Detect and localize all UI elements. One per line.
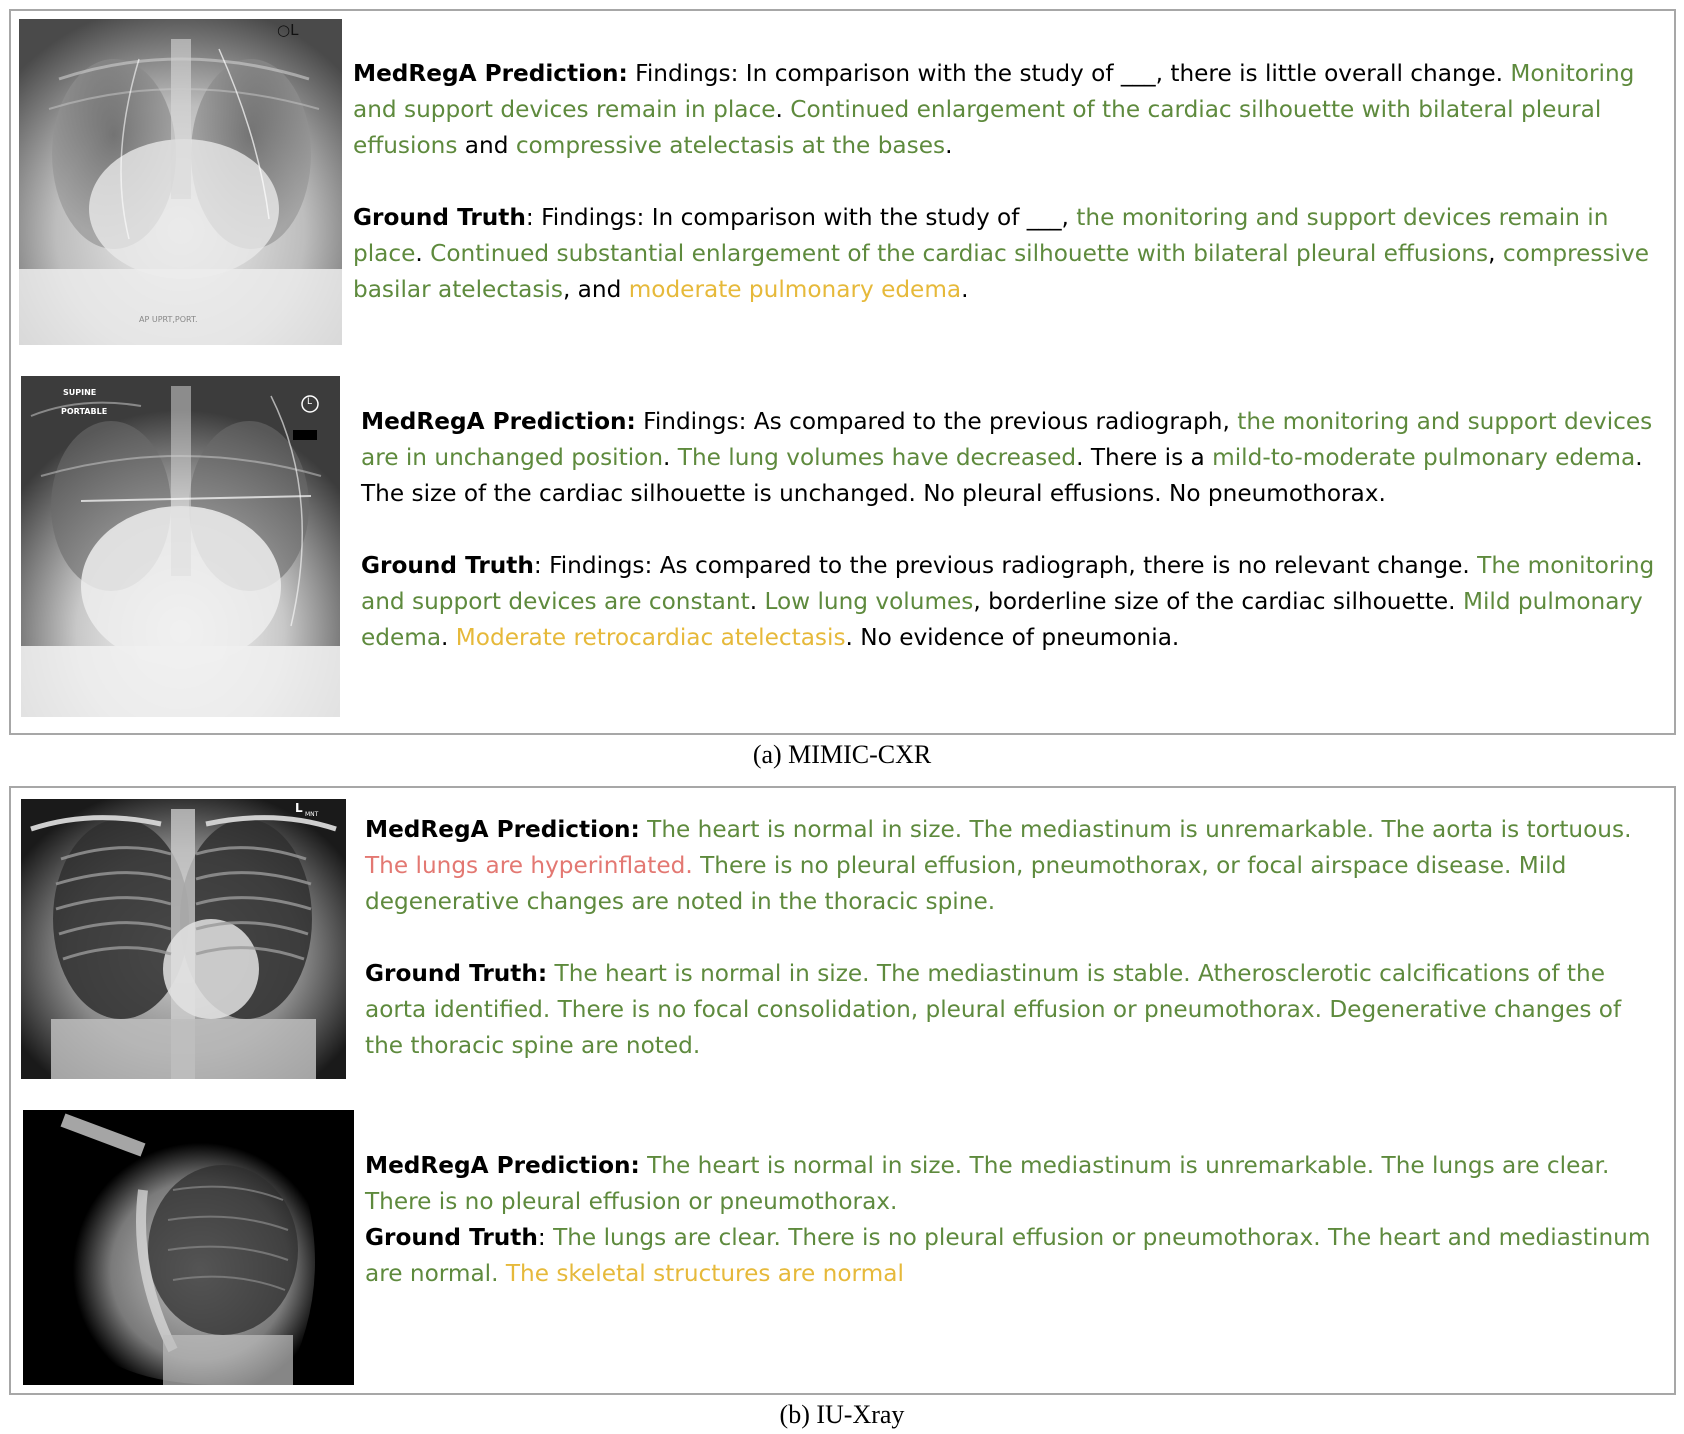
- text-span: .: [749, 588, 765, 615]
- iu-example-1-text: [365, 812, 1665, 1064]
- text-span: , and: [562, 276, 629, 303]
- matched-finding: Continued enlargement of the cardiac silhouette with bilateral pleural effusions: [353, 96, 1602, 159]
- side-marker-sub: MNT: [305, 811, 319, 818]
- matched-finding: compressive basilar atelectasis: [353, 240, 1649, 303]
- matched-finding: The lung volumes have decreased: [677, 444, 1077, 471]
- matched-finding: There is no pleural effusion, pneumothorax, or focal airspace disease. Mild degenerative changes are noted in the thoracic spine.: [365, 852, 1567, 915]
- mimic-example-1-text: [353, 56, 1665, 308]
- prediction-label: MedRegA Prediction:: [361, 408, 636, 435]
- ground-truth-label: Ground Truth: [361, 552, 534, 579]
- text-span: .: [415, 240, 431, 267]
- matched-finding: compressive atelectasis at the bases: [515, 132, 946, 159]
- matched-finding: Continued substantial enlargement of the cardiac silhouette with bilateral pleural effusions: [430, 240, 1489, 267]
- ground-truth-label: Ground Truth: [353, 204, 526, 231]
- text-span: .: [945, 132, 953, 159]
- prediction-label: MedRegA Prediction:: [365, 816, 640, 843]
- matched-finding: The lungs are clear. There is no pleural effusion or pneumothorax. The heart and mediastinum are normal.: [365, 1224, 1651, 1287]
- caption-iu-xray: (b) IU-Xray: [779, 1400, 905, 1429]
- xray-view-text: AP UPRT,PORT.: [139, 315, 198, 324]
- prediction-label: MedRegA Prediction:: [365, 1152, 640, 1179]
- matched-finding: The monitoring and support devices are constant: [361, 552, 1655, 615]
- text-span: , borderline size of the cardiac silhouette.: [973, 588, 1463, 615]
- text-span: and: [457, 132, 516, 159]
- text-span: . There is a: [1076, 444, 1213, 471]
- ground-truth-label: Ground Truth: [365, 1224, 538, 1251]
- text-span: Findings: As compared to the previous radiograph,: [635, 408, 1238, 435]
- text-span: . No evidence of pneumonia.: [845, 624, 1180, 651]
- matched-finding: Monitoring and support devices remain in place: [353, 60, 1635, 123]
- prediction-paragraph: [365, 1148, 1665, 1220]
- mimic-xray-image-1: [19, 19, 342, 345]
- text-span: ,: [1488, 240, 1503, 267]
- text-span: .: [663, 444, 678, 471]
- missed-finding: The skeletal structures are normal: [505, 1260, 904, 1287]
- matched-finding: the monitoring and support devices remain in place: [353, 204, 1609, 267]
- matched-finding: The heart is normal in size. The mediastinum is stable. Atherosclerotic calcifications of the aorta identified. There is no focal consolidation, pleural effusion or pneumothorax. Degenerative changes of the thoracic spine are noted.: [365, 960, 1622, 1059]
- ground-truth-paragraph: [353, 200, 1665, 308]
- text-span: .: [961, 276, 969, 303]
- ground-truth-label: Ground Truth:: [365, 960, 548, 987]
- matched-finding: The heart is normal in size. The mediastinum is unremarkable. The aorta is tortuous.: [639, 816, 1632, 843]
- portable-label: PORTABLE: [61, 407, 108, 416]
- text-span: : Findings: As compared to the previous radiograph, there is no relevant change.: [533, 552, 1478, 579]
- text-span: :: [537, 1224, 546, 1251]
- matched-finding: Low lung volumes: [764, 588, 974, 615]
- text-span: : Findings: In comparison with the study of ___,: [525, 204, 1077, 231]
- side-marker: L: [295, 801, 303, 815]
- matched-finding: The heart is normal in size. The mediastinum is unremarkable. The lungs are clear. There is no pleural effusion or pneumothorax.: [365, 1152, 1610, 1215]
- matched-finding: mild-to-moderate pulmonary edema: [1212, 444, 1636, 471]
- mimic-xray-image-2: [21, 376, 340, 717]
- prediction-label: MedRegA Prediction:: [353, 60, 628, 87]
- wrong-finding: The lungs are hyperinflated.: [365, 852, 693, 879]
- mimic-example-2-text: [361, 404, 1665, 656]
- missed-finding: moderate pulmonary edema: [628, 276, 962, 303]
- iu-xray-image-2: [23, 1110, 354, 1385]
- ground-truth-paragraph: [365, 1220, 1665, 1292]
- xray-marker-text: ○L: [277, 21, 299, 39]
- iu-xray-image-1: [21, 799, 346, 1079]
- text-span: .: [775, 96, 791, 123]
- missed-finding: Moderate retrocardiac atelectasis: [455, 624, 846, 651]
- side-marker: L: [307, 397, 313, 407]
- caption-mimic-cxr: (a) MIMIC-CXR: [752, 740, 932, 769]
- text-span: Findings: In comparison with the study of ___, there is little overall change.: [627, 60, 1511, 87]
- prediction-paragraph: [361, 404, 1665, 512]
- text-span: . The size of the cardiac silhouette is unchanged. No pleural effusions. No pneumothorax.: [361, 444, 1643, 507]
- ground-truth-paragraph: [365, 956, 1665, 1064]
- matched-finding: the monitoring and support devices are in unchanged position: [361, 408, 1653, 471]
- prediction-paragraph: [365, 812, 1665, 920]
- supine-label: SUPINE: [63, 388, 97, 397]
- matched-finding: Mild pulmonary edema: [361, 588, 1643, 651]
- iu-example-2-text: [365, 1148, 1665, 1292]
- ground-truth-paragraph: [361, 548, 1665, 656]
- text-span: .: [441, 624, 456, 651]
- prediction-paragraph: [353, 56, 1665, 164]
